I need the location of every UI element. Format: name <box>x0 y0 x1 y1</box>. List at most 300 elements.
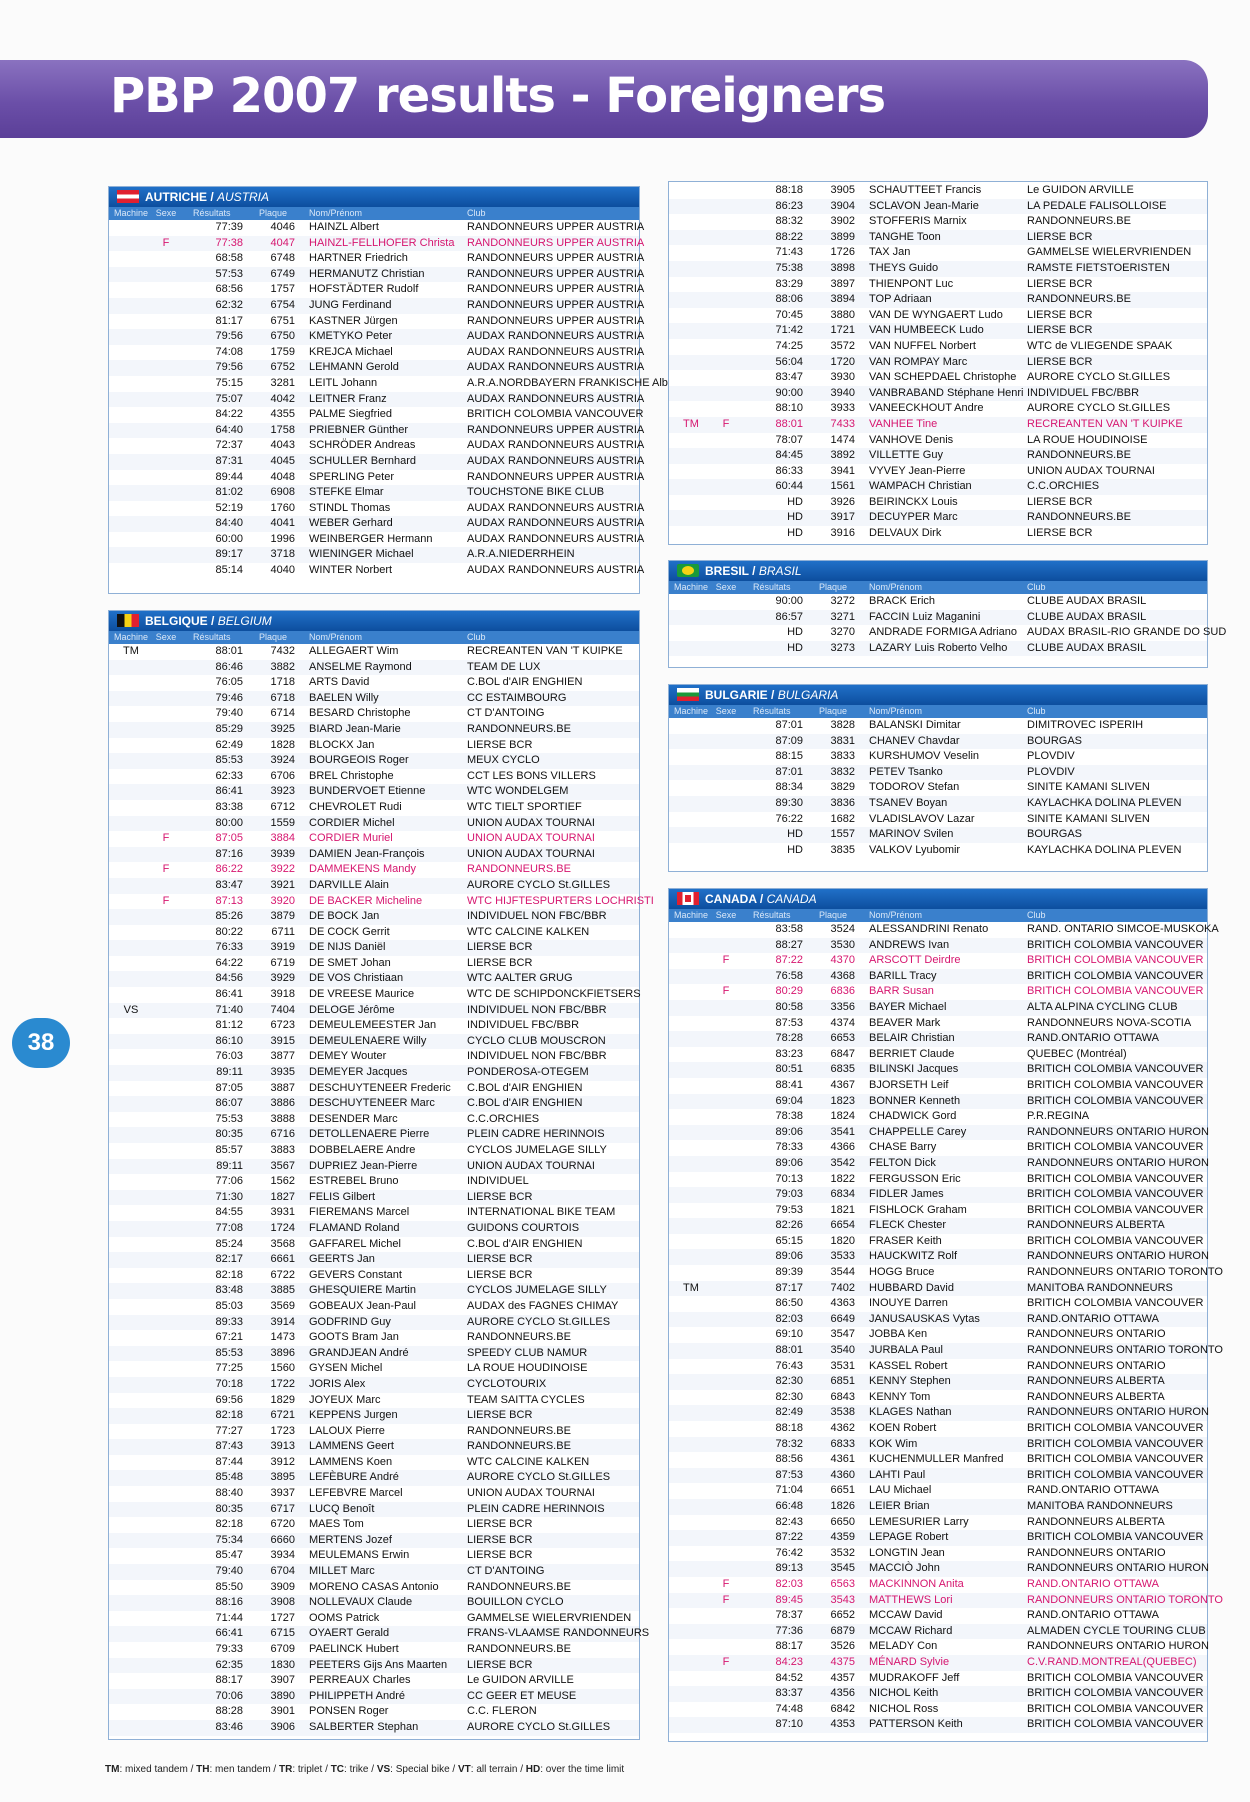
cell-club: RANDONNEURS ONTARIO HURON <box>1027 1406 1209 1419</box>
cell-nom: GYSEN Michel <box>309 1362 383 1375</box>
table-row <box>669 1655 1207 1671</box>
cell-plaque: 3538 <box>830 1406 855 1419</box>
cell-plaque: 4046 <box>270 221 295 233</box>
cell-nom: PERREAUX Charles <box>309 1674 411 1687</box>
cell-nom: LAMMENS Koen <box>309 1455 393 1468</box>
cell-plaque: 3925 <box>270 722 295 735</box>
cell-club: RANDONNEURS ONTARIO HURON <box>1027 1640 1209 1653</box>
cell-nom: DEMEULEMEESTER Jan <box>309 1019 437 1032</box>
cell-plaque: 1758 <box>270 423 295 436</box>
cell-club: RANDONNEURS ONTARIO <box>1027 1546 1166 1559</box>
cell-resultat: 89:06 <box>775 1156 803 1169</box>
cell-club: TOUCHSTONE BIKE CLUB <box>467 486 605 499</box>
cell-machine: VS <box>123 1003 139 1016</box>
table-row <box>669 526 1207 542</box>
cell-plaque: 6650 <box>830 1515 855 1528</box>
cell-plaque: 4048 <box>270 470 295 483</box>
legend-footer <box>105 1764 624 1775</box>
table-row <box>109 392 645 408</box>
cell-plaque: 3908 <box>270 1596 295 1609</box>
table-row <box>109 1502 639 1518</box>
legend-tm-key: TM <box>105 1764 120 1775</box>
table-row <box>669 641 1207 657</box>
table-row <box>109 894 654 910</box>
table-row <box>669 1359 1207 1375</box>
cell-plaque: 4367 <box>830 1078 855 1091</box>
cell-resultat: 85:53 <box>215 1346 243 1359</box>
cell-club: C.C.ORCHIES <box>467 1112 540 1125</box>
col-resultats: Résultats <box>193 208 231 218</box>
table-row <box>669 1686 1207 1702</box>
cell-club: BRITICH COLOMBIA VANCOUVER <box>1027 938 1204 951</box>
cell-nom: GRANDJEAN André <box>309 1346 409 1359</box>
cell-plaque: 6661 <box>270 1253 295 1266</box>
cell-club: CCT LES BONS VILLERS <box>467 769 596 782</box>
cell-nom: DEMEY Wouter <box>309 1050 387 1063</box>
cell-plaque: 1759 <box>270 345 295 358</box>
cell-resultat: 83:37 <box>775 1687 803 1700</box>
cell-club: LIERSE BCR <box>467 738 533 751</box>
cell-nom: LAU Michael <box>869 1484 932 1497</box>
cell-plaque: 4356 <box>830 1687 855 1700</box>
cell-nom: KOEN Robert <box>869 1422 937 1434</box>
cell-resultat: 90:00 <box>775 595 803 607</box>
cell-resultat: 83:38 <box>215 800 243 813</box>
table-row <box>109 878 639 894</box>
legend-tm: : mixed tandem / <box>119 1764 197 1775</box>
cell-plaque: 6654 <box>830 1219 855 1232</box>
cell-resultat: 88:34 <box>775 781 803 794</box>
cell-plaque: 3545 <box>830 1562 855 1575</box>
cell-resultat: 82:18 <box>215 1409 243 1422</box>
cell-nom: BILINSKI Jacques <box>869 1063 959 1076</box>
cell-plaque: 3929 <box>270 972 295 985</box>
table-row <box>669 1234 1207 1250</box>
cell-club: RANDONNEURS UPPER AUSTRIA <box>467 470 645 483</box>
cell-plaque: 6717 <box>270 1502 295 1515</box>
cell-nom: KLAGES Nathan <box>869 1406 952 1419</box>
table-row <box>109 314 645 330</box>
cell-resultat: 83:29 <box>775 277 803 290</box>
cell-nom: VLADISLAVOV Lazar <box>869 812 975 825</box>
cell-plaque: 3941 <box>830 464 855 477</box>
col-machine: Machine <box>673 706 709 716</box>
cell-resultat: 89:11 <box>216 1066 243 1079</box>
table-row <box>669 417 1207 433</box>
section-belgium <box>108 610 654 1740</box>
section-belgium-header: BELGIQUE / BELGIUM <box>109 611 639 631</box>
table-row <box>669 1203 1207 1219</box>
cell-club: TEAM SAITTA CYCLES <box>467 1393 585 1406</box>
cell-resultat: 62:33 <box>215 769 243 782</box>
table-row <box>109 1595 639 1611</box>
cell-machine: TM <box>683 417 699 430</box>
table-row <box>109 1049 639 1065</box>
cell-resultat: 86:22 <box>215 863 243 876</box>
cell-club: C.V.RAND.MONTREAL(QUEBEC) <box>1027 1655 1197 1668</box>
cell-resultat: 85:47 <box>215 1549 243 1562</box>
cell-club: WTC CALCINE KALKEN <box>467 1455 590 1468</box>
cell-resultat: 77:39 <box>215 221 243 233</box>
table-row <box>669 953 1207 969</box>
cell-plaque: 4368 <box>830 969 855 982</box>
cell-resultat: 69:56 <box>215 1393 243 1406</box>
cell-club: WTC de VLIEGENDE SPAAK <box>1027 339 1173 352</box>
table-row <box>669 1000 1207 1016</box>
col-nom: Nom/Prénom <box>869 910 923 920</box>
cell-nom: DELOGE Jérôme <box>309 1003 395 1016</box>
legend-tr-key: TR <box>278 1764 293 1775</box>
cell-resultat: 66:41 <box>215 1627 243 1640</box>
cell-club: BRITICH COLOMBIA VANCOUVER <box>1027 1422 1204 1434</box>
table-row <box>669 969 1207 985</box>
col-sexe: Sexe <box>715 582 737 592</box>
table-row <box>669 1530 1207 1546</box>
table-row <box>109 220 645 236</box>
table-row <box>669 245 1207 261</box>
cell-club: AUDAX RANDONNEURS AUSTRIA <box>467 361 645 374</box>
cell-nom: BAYER Michael <box>869 1000 947 1013</box>
cell-plaque: 3887 <box>270 1081 295 1094</box>
column-header <box>109 207 639 220</box>
section-austria-title-fr: AUTRICHE <box>145 190 207 204</box>
cell-club: CC GEER ET MEUSE <box>467 1689 577 1702</box>
cell-resultat: 88:18 <box>775 184 803 196</box>
cell-plaque: 3532 <box>830 1546 855 1559</box>
cell-nom: JUNG Ferdinand <box>309 298 392 311</box>
cell-resultat: 88:41 <box>775 1078 803 1091</box>
cell-resultat: 62:35 <box>215 1658 243 1671</box>
cell-club: RANDONNEURS ONTARIO TORONTO <box>1027 1266 1223 1279</box>
cell-resultat: 85:50 <box>215 1580 243 1593</box>
cell-nom: OYAERT Gerald <box>309 1627 390 1640</box>
section-canada <box>668 888 1223 1742</box>
cell-resultat: 89:30 <box>775 796 803 809</box>
cell-resultat: 89:17 <box>215 548 243 561</box>
cell-nom: FLECK Chester <box>869 1219 947 1232</box>
cell-resultat: 79:40 <box>215 707 243 720</box>
table-row <box>669 1327 1207 1343</box>
cell-plaque: 3917 <box>830 511 855 524</box>
cell-nom: MELADY Con <box>869 1640 938 1653</box>
cell-resultat: 77:38 <box>215 236 243 249</box>
table-row <box>109 1003 639 1019</box>
cell-plaque: 6847 <box>830 1047 855 1060</box>
cell-plaque: 3526 <box>830 1640 855 1653</box>
cell-nom: BUNDERVOET Etienne <box>309 785 426 798</box>
table-row <box>669 1156 1207 1172</box>
cell-resultat: 64:40 <box>215 423 243 436</box>
table-row <box>669 1140 1207 1156</box>
table-row <box>669 827 1207 843</box>
cell-club: RANDONNEURS ALBERTA <box>1027 1219 1165 1232</box>
cell-resultat: HD <box>787 843 803 856</box>
cell-plaque: 3886 <box>270 1097 295 1110</box>
table-row <box>669 230 1207 246</box>
cell-club: BOUILLON CYCLO <box>467 1596 564 1609</box>
legend-hd: : over the time limit <box>540 1764 625 1775</box>
cell-resultat: 77:25 <box>215 1362 243 1375</box>
cell-club: MANITOBA RANDONNEURS <box>1027 1281 1173 1294</box>
table-row <box>669 433 1207 449</box>
table-row <box>109 1642 639 1658</box>
cell-sexe: F <box>722 1577 730 1590</box>
table-row <box>669 1062 1207 1078</box>
table-row <box>669 718 1207 734</box>
cell-resultat: 84:23 <box>775 1655 803 1668</box>
cell-club: A.R.A.NIEDERRHEIN <box>467 548 575 561</box>
cell-resultat: 80:51 <box>775 1063 803 1076</box>
cell-nom: GODFRIND Guy <box>309 1315 391 1328</box>
table-row <box>669 1016 1207 1032</box>
cell-club: RANDONNEURS ONTARIO <box>1027 1359 1166 1372</box>
cell-sexe: F <box>722 1655 730 1668</box>
col-resultats: Résultats <box>193 632 231 642</box>
table-row <box>669 1624 1207 1640</box>
table-row <box>669 1437 1207 1453</box>
cell-nom: DE NIJS Daniël <box>309 941 386 954</box>
cell-resultat: 75:53 <box>215 1112 243 1125</box>
cell-resultat: 87:10 <box>775 1718 803 1731</box>
table-row <box>109 1361 639 1377</box>
cell-plaque: 3892 <box>830 449 855 462</box>
cell-resultat: 74:48 <box>775 1702 803 1715</box>
cell-club: C.C.ORCHIES <box>1027 480 1100 493</box>
cell-nom: BRACK Erich <box>869 595 936 607</box>
cell-plaque: 6706 <box>270 769 295 782</box>
cell-plaque: 3880 <box>830 308 855 321</box>
cell-resultat: 87:53 <box>775 1016 803 1029</box>
cell-nom: THIENPONT Luc <box>869 277 954 290</box>
cell-plaque: 6843 <box>830 1390 855 1403</box>
cell-nom: OOMS Patrick <box>309 1611 380 1624</box>
canada-rows <box>669 922 1223 1733</box>
page-title: PBP 2007 results - Foreigners <box>110 68 886 124</box>
cell-nom: BIARD Jean-Marie <box>309 722 401 735</box>
cell-nom: GOBEAUX Jean-Paul <box>309 1299 416 1312</box>
cell-club: INDIVIDUEL FBC/BBR <box>467 1019 580 1032</box>
cell-plaque: 3882 <box>270 660 295 673</box>
cell-nom: HOFSTÄDTER Rudolf <box>309 283 419 296</box>
cell-nom: PHILIPPETH André <box>309 1689 405 1702</box>
cell-resultat: 86:23 <box>775 199 803 212</box>
cell-nom: WAMPACH Christian <box>869 480 972 493</box>
cell-nom: DE BACKER Micheline <box>309 894 423 907</box>
cell-resultat: 78:38 <box>775 1110 803 1123</box>
cell-resultat: 70:06 <box>215 1689 243 1702</box>
table-row <box>109 1127 639 1143</box>
table-row <box>109 376 668 392</box>
legend-th: : men tandem / <box>209 1764 279 1775</box>
col-sexe: Sexe <box>155 208 177 218</box>
table-row <box>669 1515 1207 1531</box>
cell-resultat: 71:40 <box>215 1003 243 1016</box>
cell-resultat: 78:32 <box>775 1437 803 1450</box>
cell-plaque: 1720 <box>830 355 855 368</box>
section-canada-title-fr: CANADA <box>705 892 757 906</box>
table-row <box>109 1268 639 1284</box>
cell-plaque: 6754 <box>270 298 295 311</box>
cell-resultat: 88:17 <box>215 1674 243 1687</box>
cell-nom: DELVAUX Dirk <box>869 527 942 540</box>
cell-nom: MORENO CASAS Antonio <box>309 1580 439 1593</box>
cell-club: BRITICH COLOMBIA VANCOUVER <box>1027 1671 1204 1684</box>
cell-club: UNION AUDAX TOURNAI <box>1027 464 1155 477</box>
table-row <box>669 1499 1207 1515</box>
cell-club: LIERSE BCR <box>1027 355 1093 368</box>
table-row <box>109 470 645 486</box>
cell-club: LIERSE BCR <box>1027 324 1093 337</box>
table-row <box>669 1296 1207 1312</box>
table-row <box>669 1218 1207 1234</box>
cell-plaque: 6835 <box>830 1063 855 1076</box>
cell-resultat: 69:04 <box>775 1094 803 1107</box>
cell-resultat: 78:28 <box>775 1032 803 1045</box>
cell-nom: TOP Adriaan <box>869 293 932 306</box>
cell-resultat: 86:10 <box>215 1034 243 1047</box>
cell-plaque: 1826 <box>830 1499 855 1512</box>
cell-resultat: 80:22 <box>215 925 243 938</box>
cell-club: LA PEDALE FALISOLLOISE <box>1027 199 1167 212</box>
cell-nom: DOBBELAERE Andre <box>309 1144 416 1156</box>
cell-plaque: 3533 <box>830 1250 855 1263</box>
table-row <box>109 236 645 252</box>
cell-plaque: 4370 <box>830 954 855 967</box>
cell-club: BRITICH COLOMBIA VANCOUVER <box>1027 1297 1204 1310</box>
cell-club: RANDONNEURS ONTARIO TORONTO <box>1027 1593 1223 1606</box>
cell-club: DIMITROVEC ISPERIH <box>1027 719 1144 731</box>
cell-plaque: 3835 <box>830 843 855 856</box>
cell-club: UNION AUDAX TOURNAI <box>467 1487 595 1500</box>
cell-resultat: 87:53 <box>775 1468 803 1481</box>
table-row <box>109 1580 639 1596</box>
cell-plaque: 1721 <box>830 324 855 337</box>
cell-nom: FRASER Keith <box>869 1234 942 1247</box>
column-header <box>669 705 1207 718</box>
cell-resultat: 89:45 <box>775 1593 803 1606</box>
col-club: Club <box>1027 910 1046 920</box>
cell-resultat: 84:55 <box>215 1206 243 1219</box>
cell-club: MEUX CYCLO <box>467 754 540 767</box>
cell-plaque: 4042 <box>270 392 295 405</box>
austria-rows <box>109 220 668 579</box>
cell-club: WTC DE SCHIPDONCKFIETSERS <box>467 988 641 1001</box>
section-austria-header: AUTRICHE / AUSTRIA <box>109 187 639 207</box>
cell-club: RANDONNEURS ONTARIO HURON <box>1027 1156 1209 1169</box>
cell-resultat: 68:58 <box>215 252 243 265</box>
col-club: Club <box>467 632 486 642</box>
table-row <box>109 1517 639 1533</box>
cell-nom: MILLET Marc <box>309 1565 375 1578</box>
cell-nom: TSANEV Boyan <box>869 796 948 809</box>
cell-plaque: 1757 <box>270 283 295 296</box>
cell-plaque: 6723 <box>270 1019 295 1032</box>
cell-nom: VAN SCHEPDAEL Christophe <box>869 371 1017 384</box>
cell-club: C.BOL d'AIR ENGHIEN <box>467 1097 583 1110</box>
cell-nom: PAELINCK Hubert <box>309 1643 399 1655</box>
cell-plaque: 3832 <box>830 765 855 778</box>
table-row <box>669 734 1207 750</box>
cell-resultat: 77:08 <box>215 1221 243 1234</box>
cell-plaque: 3898 <box>830 261 855 274</box>
table-row <box>669 510 1207 526</box>
legend-vt-key: VT <box>457 1764 471 1775</box>
cell-club: CC ESTAIMBOURG <box>467 691 567 704</box>
cell-club: AUDAX RANDONNEURS AUSTRIA <box>467 501 645 514</box>
cell-nom: VYVEY Jean-Pierre <box>869 464 966 477</box>
cell-resultat: 86:41 <box>215 988 243 1001</box>
cell-nom: FLAMAND Roland <box>309 1221 400 1234</box>
legend-tc-key: TC <box>330 1764 345 1775</box>
table-row <box>669 448 1207 464</box>
cell-resultat: 80:00 <box>215 816 243 829</box>
cell-nom: CORDIER Muriel <box>309 832 393 845</box>
cell-nom: BREL Christophe <box>309 769 394 782</box>
cell-club: INDIVIDUEL NON FBC/BBR <box>467 910 607 923</box>
cell-club: CLUBE AUDAX BRASIL <box>1027 595 1147 607</box>
cell-resultat: 88:56 <box>775 1453 803 1466</box>
cell-nom: BEIRINCKX Louis <box>869 495 958 508</box>
cell-club: RAND.ONTARIO OTTAWA <box>1027 1032 1159 1045</box>
cell-resultat: 88:01 <box>215 645 243 657</box>
legend-th-key: TH <box>196 1764 210 1775</box>
cell-nom: WINTER Norbert <box>309 564 393 577</box>
table-row <box>109 987 639 1003</box>
cell-club: BOURGAS <box>1027 828 1083 841</box>
cell-resultat: 82:18 <box>215 1518 243 1531</box>
cell-club: RANDONNEURS UPPER AUSTRIA <box>467 283 645 296</box>
cell-nom: DECUYPER Marc <box>869 511 958 524</box>
table-row <box>109 1611 639 1627</box>
cell-club: SINITE KAMANI SLIVEN <box>1027 781 1150 794</box>
cell-plaque: 3281 <box>270 376 295 389</box>
section-austria <box>108 186 668 594</box>
cell-plaque: 7404 <box>270 1003 295 1016</box>
cell-club: RANDONNEURS UPPER AUSTRIA <box>467 252 645 265</box>
cell-club: RANDONNEURS ALBERTA <box>1027 1390 1165 1403</box>
cell-resultat: 78:07 <box>775 433 803 446</box>
cell-plaque: 3718 <box>270 548 295 561</box>
section-brazil-title-fr: BRESIL <box>705 564 749 578</box>
cell-resultat: 74:25 <box>775 339 803 352</box>
cell-club: SPEEDY CLUB NAMUR <box>467 1346 588 1359</box>
cell-club: LIERSE BCR <box>467 1268 533 1281</box>
cell-club: LIERSE BCR <box>1027 230 1093 243</box>
cell-resultat: HD <box>787 828 803 841</box>
cell-resultat: 87:43 <box>215 1440 243 1453</box>
cell-resultat: 84:22 <box>215 408 243 421</box>
cell-resultat: 77:36 <box>775 1624 803 1637</box>
cell-nom: ALLEGAERT Wim <box>309 645 399 657</box>
cell-resultat: 67:21 <box>215 1331 243 1344</box>
cell-plaque: 3833 <box>830 750 855 763</box>
cell-nom: LAZARY Luis Roberto Velho <box>869 641 1008 654</box>
cell-nom: MAES Tom <box>309 1518 364 1531</box>
cell-plaque: 6714 <box>270 707 295 720</box>
cell-nom: KUCHENMULLER Manfred <box>869 1453 1004 1466</box>
cell-club: WTC TIELT SPORTIEF <box>467 800 582 813</box>
cell-sexe: F <box>722 954 730 967</box>
table-row <box>669 1702 1207 1718</box>
cell-sexe: F <box>162 832 170 845</box>
cell-plaque: 4366 <box>830 1141 855 1154</box>
cell-plaque: 7402 <box>830 1281 855 1294</box>
belgium-cont-rows <box>669 183 1207 542</box>
col-machine: Machine <box>673 910 709 920</box>
cell-plaque: 3885 <box>270 1284 295 1297</box>
cell-plaque: 3836 <box>830 796 855 809</box>
cell-nom: DE BOCK Jan <box>309 910 380 923</box>
